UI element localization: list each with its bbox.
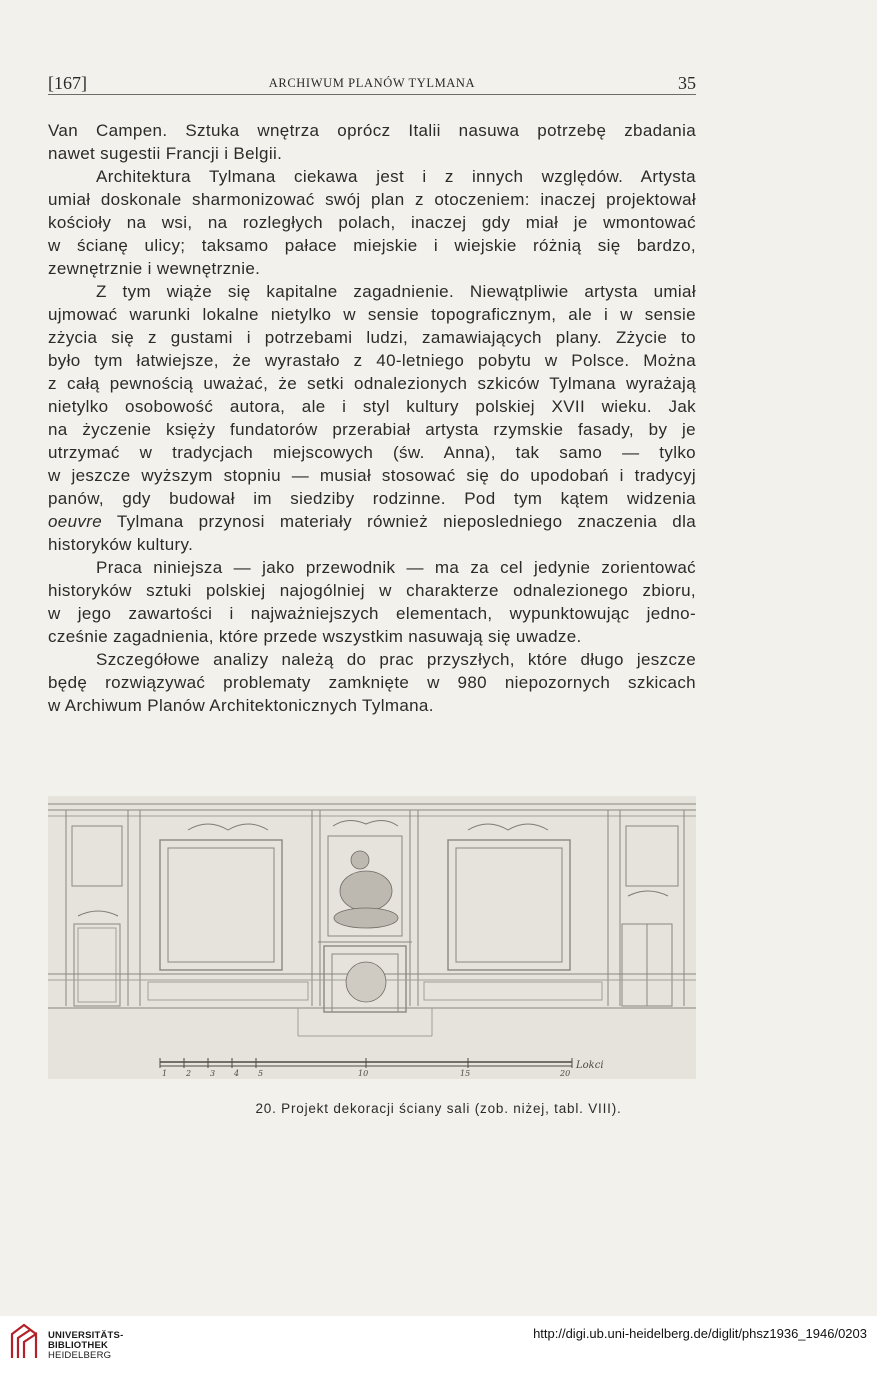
text-line: Szczegółowe analizy należą do prac przyszłych, które długo jeszcze: [96, 650, 696, 669]
library-name: [48, 1331, 123, 1361]
library-line: HEIDELBERG: [48, 1350, 112, 1361]
text-line: nawet sugestii Francji i Belgii.: [48, 144, 283, 163]
large-panel-right: [448, 840, 570, 970]
text-line: na życzenie księży fundatorów przerabiał artysta rzymskie fasady, by je: [48, 420, 696, 439]
horse-figure: [340, 871, 392, 911]
scale-label: 3: [210, 1069, 216, 1078]
text-line: Van Campen. Sztuka wnętrza oprócz Italii nasuwa potrzebę zbadania: [48, 121, 696, 140]
scale-label: 10: [358, 1069, 369, 1078]
library-line: UNIVERSITÄTS-: [48, 1330, 124, 1341]
text-line: utrzymać w tradycjach miejscowych (św. Anna), tak samo — tylko: [48, 443, 696, 462]
text-line: oeuvre Tylmana przynosi materiały również nieposledniego znaczenia dla: [48, 512, 696, 531]
garland: [188, 824, 268, 830]
door-panel: [74, 924, 120, 1006]
scale-label: 5: [258, 1069, 264, 1078]
text-line: kościoły na wsi, na rozległych polach, inaczej gdy miał je wmontować: [48, 213, 696, 232]
upper-panel: [626, 826, 678, 886]
text-line: Architektura Tylmana ciekawa jest i z innych względów. Artysta: [96, 167, 696, 186]
scale-unit: Lokci: [576, 1060, 604, 1071]
garland: [628, 891, 668, 896]
page-number: 35: [678, 73, 696, 93]
pedestal-figure: [334, 908, 398, 928]
scale-label: 2: [186, 1069, 192, 1078]
text-line: będę rozwiązywać problematy zamknięte w 980 niepozornych szkicach: [48, 673, 696, 692]
library-logo-icon: [8, 1322, 40, 1360]
dado-panel: [424, 982, 602, 1000]
text-line: panów, gdy budował im siedziby rodzinne. Pod tym kątem widzenia: [48, 489, 696, 508]
text-line: historyków kultury.: [48, 535, 194, 554]
text-line: w ścianę ulicy; taksamo pałace miejskie i wiejskie różnią się bardzo,: [48, 236, 696, 255]
text-line: umiał doskonale sharmonizować swój plan z otoczeniem: inaczej projektował: [48, 190, 696, 209]
garland: [333, 820, 398, 826]
drawing-svg: [48, 796, 696, 1079]
wall-decoration-drawing: [48, 796, 696, 1079]
text-line: ujmować warunki lokalne nietylko w sensie topograficznym, ale i w sensie: [48, 305, 696, 324]
fireplace-ornament: [346, 962, 386, 1002]
library-line: BIBLIOTHEK: [48, 1340, 109, 1351]
dado-panel: [148, 982, 308, 1000]
scale-label: 15: [460, 1069, 471, 1078]
text-line: Z tym wiąże się kapitalne zagadnienie. Niewątpliwie artysta umiał: [96, 282, 696, 301]
scale-label: 20: [560, 1069, 571, 1078]
figure-caption: 20. Projekt dekoracji ściany sali (zob. niżej, tabl. VIII).: [255, 1101, 622, 1116]
text-line: w jeszcze wyższym stopniu — musiał stosować się do upodobań i tradycyj: [48, 466, 696, 485]
scale-label: 4: [234, 1069, 240, 1078]
garland: [468, 824, 548, 830]
text-line: w Archiwum Planów Architektonicznych Tylmana.: [48, 696, 434, 715]
scale-label: 1: [162, 1069, 168, 1078]
body-text: [48, 119, 696, 717]
garland: [78, 911, 118, 916]
text-line: Praca niniejsza — jako przewodnik — ma za cel jedynie zorientować: [96, 558, 696, 577]
upper-panel: [72, 826, 122, 886]
rider-figure: [351, 851, 369, 869]
text-line: było tym łatwiejsze, że wyrastało z 40-letniego pobytu w Polsce. Można: [48, 351, 696, 370]
text-line: historyków sztuki polskiej najogólniej w charakterze odnalezionego zbioru,: [48, 581, 696, 600]
text-line: nietylko osobowość autora, ale i styl kultury polskiej XVII wieku. Jak: [48, 397, 696, 416]
text-line: zewnętrznie i wewnętrznie.: [48, 259, 261, 278]
source-url[interactable]: http://digi.ub.uni-heidelberg.de/diglit/phsz1936_1946/0203: [533, 1326, 867, 1341]
text-line: cześnie zagadnienia, które przede wszystkim nasuwają się uwadze.: [48, 627, 582, 646]
large-panel-right-inner: [456, 848, 562, 962]
text-line: w jego zawartości i najważniejszych elementach, wypunktowując jedno-: [48, 604, 696, 623]
large-panel-left-inner: [168, 848, 274, 962]
page-reference: [167]: [48, 73, 87, 93]
running-header: [48, 68, 696, 95]
text-line: zżycia się z gustami i potrzebami ludzi, zamawiających plany. Zżycie to: [48, 328, 696, 347]
running-title: ARCHIWUM PLANÓW TYLMANA: [268, 76, 476, 90]
text-line: z całą pewnością uważać, że setki odnalezionych szkiców Tylmana wyrażają: [48, 374, 696, 393]
large-panel-left: [160, 840, 282, 970]
door-panel-inner: [78, 928, 116, 1002]
